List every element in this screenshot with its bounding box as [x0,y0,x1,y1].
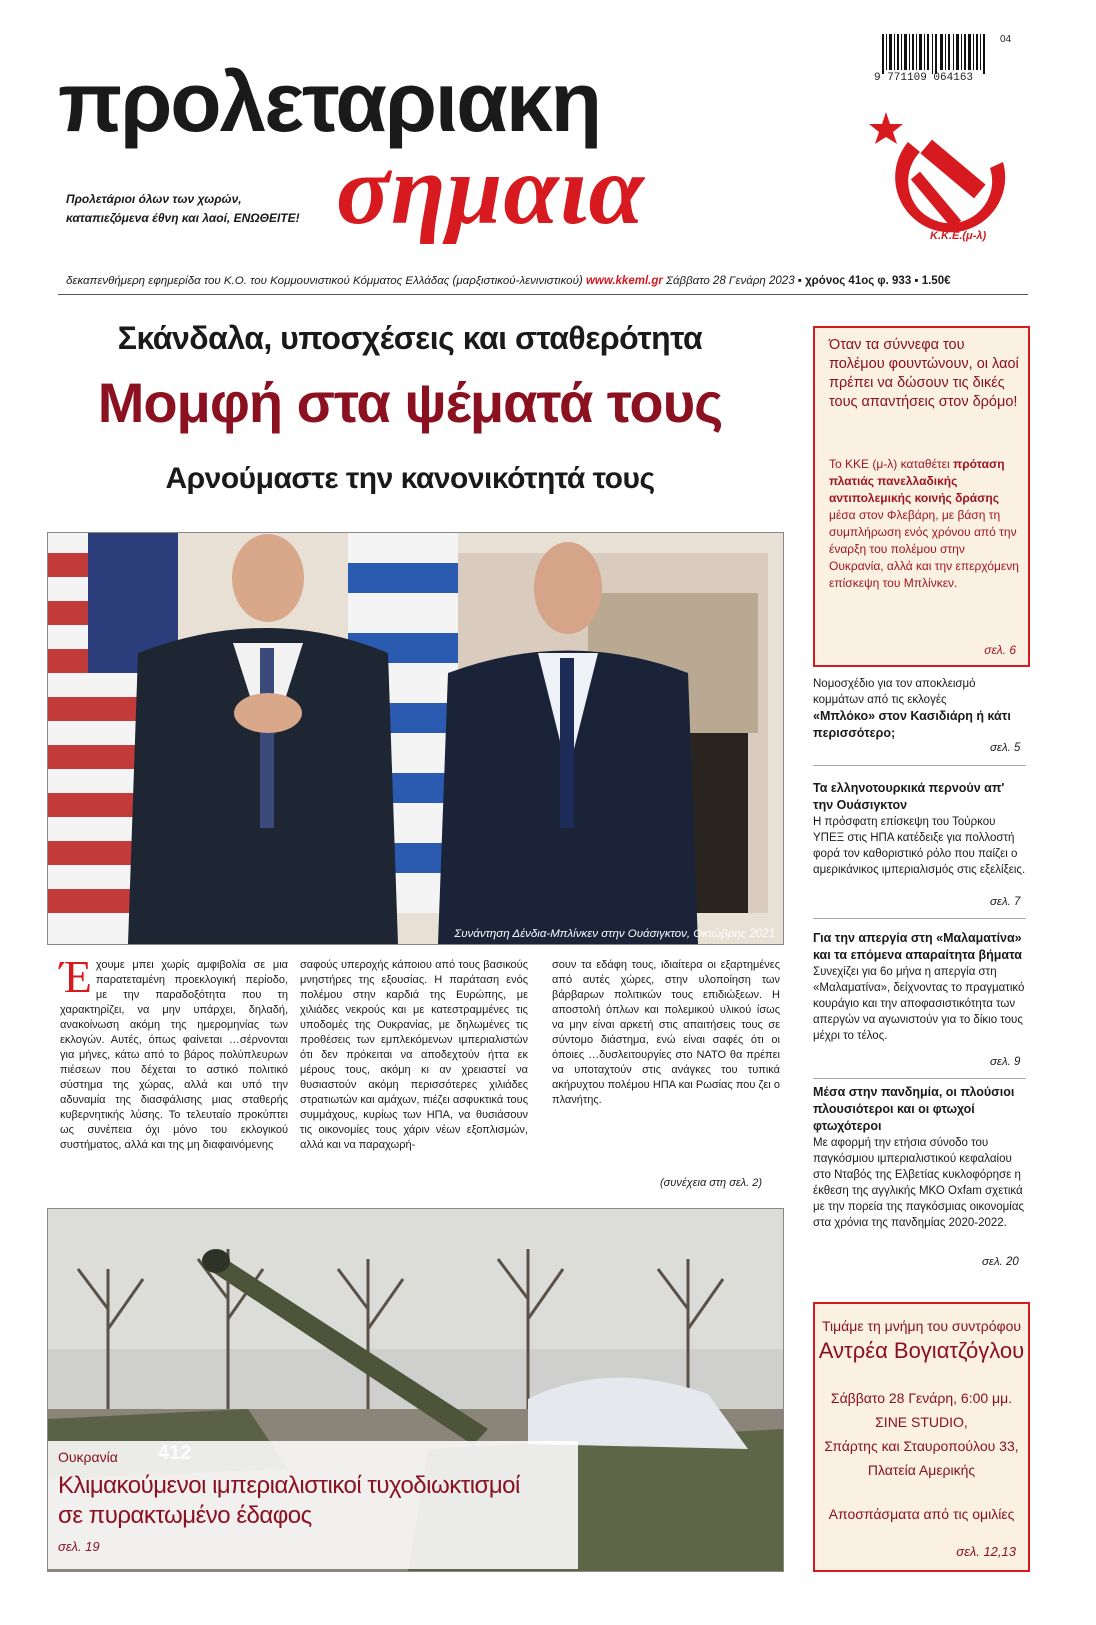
feature2-page: σελ. 19 [58,1539,100,1554]
sidebar-item-3[interactable] [813,930,1026,1044]
feature2-title-line-1: Κλιμακούμενοι ιμπεριαλιστικοί τυχοδιωκτισμοί [58,1472,520,1499]
sidebar-item-2-page: σελ. 7 [990,896,1021,908]
lead-subhead: Αρνούμαστε την κανονικότητά τους [165,462,655,495]
feature2-title[interactable] [58,1471,578,1531]
feature2-overlay [48,1441,578,1569]
lead-continued-link[interactable]: (συνέχεια στη σελ. 2) [660,1177,762,1189]
sidebar-item-4-page: σελ. 20 [982,1256,1019,1268]
sidebar-divider [813,1078,1026,1079]
emblem-label: Κ.Κ.Ε.(μ-λ) [930,230,987,242]
lead-photo-caption: Συνάντηση Δένδια-Μπλίνκεν στην Ουάσιγκτον, Οκτώβρης 2021 [454,928,775,940]
masthead-title-red: σημαια [336,134,645,245]
sidebar-divider [813,918,1026,919]
barcode-number: 9 771109 064163 [874,72,974,84]
website-link[interactable]: www.kkeml.gr [585,275,663,287]
motto-line-1: Προλετάριοι όλων των χωρών, [66,192,242,206]
feature2-label: Ουκρανία [58,1449,118,1465]
lead-body-col-3: σουν τα εδάφη τους, ιδιαίτερα οι εξαρτημένες από αυτές χώρες, στην υλοποίηση των βάρβαρων πολιτικών τους επιδιώξεων. Η αποστολή όπλων και πολεμικού υλικού ίσως να μην είναι αρκετή στις απαιτήσεις τους σε σύντομο διάστημα, ενώ είναι σαφές ότι οι όποιες …δυσλειτουργίες στο ΝΑΤΟ θα πρέπει να υποταχτούν στις ανάγκες του τυπικά ακήρυχτου πολέμου ΗΠΑ και Ρωσίας που ζει ο πλανήτης. [552,959,780,1106]
dateline-date: Σάββατο 28 Γενάρη 2023 [666,275,795,287]
memorial-when: Σάββατο 28 Γενάρη, 6:00 μμ. [830,1390,1013,1406]
motto-line-2: καταπιεζόμενα έθνη και λαοί, ΕΝΩΘΕΙΤΕ! [66,211,300,225]
box1-text-bold: πρόταση πλατιάς πανελλαδικής αντιπολεμικής κοινής δράσης [829,457,1005,505]
issue-code: 04 [1000,34,1012,45]
sidebar-item-2-text: Η πρόσφατη επίσκεψη του Τούρκου ΥΠΕΞ στις ΗΠΑ κατέδειξε για πολλοστή φορά τον καθοριστικό ρόλο που παίζει ο αμερικάνικος ιμπεριαλισμός στις εξελίξεις. [813,816,1026,876]
memorial-page: σελ. 12,13 [956,1544,1016,1559]
memorial-intro: Τιμάμε τη μνήμη του συντρόφου [821,1318,1022,1334]
lead-dropcap: Έ [60,951,92,1002]
sidebar-item-2-title: Τα ελληνοτουρκικά περνούν απ' την Ουάσιγκτον [813,781,1005,812]
masthead-divider [58,294,1028,295]
sidebar-item-1-page: σελ. 5 [990,742,1021,754]
sidebar-item-4[interactable] [813,1084,1026,1231]
masthead-motto [66,190,336,228]
dateline-price: 1.50€ [921,275,951,287]
feature2-title-line-2: σε πυρακτωμένο έδαφος [58,1502,312,1529]
lead-kicker: Σκάνδαλα, υποσχέσεις και σταθερότητα [117,320,703,356]
box1-page: σελ. 6 [984,643,1016,657]
box1-text-post: μέσα στον Φλεβάρη, με βάση τη συμπλήρωση ενός χρόνου από την έναρξη του πολέμου στην Ουκρανία, αλλά και την επερχόμενη επίσκεψη του Μπλίνκεν. [829,508,1019,590]
lead-photo-image [48,533,783,944]
sidebar-box-memorial[interactable] [813,1302,1030,1572]
feature2-photo[interactable] [47,1208,784,1572]
dateline: δεκαπενθήμερη εφημερίδα του Κ.Ο. του Κομμουνιστικού Κόμματος Ελλάδας (μαρξιστικού-λενινιστικού) www.kkeml.gr Σάββατο 28 Γενάρη 2023 ▪ χρόνος 41ος φ. 933 ▪ 1.50€ [66,275,951,287]
memorial-name: Αντρέα Βογιατζόγλου [818,1338,1025,1363]
memorial-address: Σπάρτης και Σταυροπούλου 33, [824,1438,1019,1454]
sidebar-item-4-text: Με αφορμή την ετήσια σύνοδο του παγκόσμιου ιμπεριαλιστικού κεφαλαίου στο Νταβός της Ελβετίας κυκλοφόρησε η έκθεση της αγγλικής ΜΚΟ Oxfam σχετικά με την πορεία της παγκόσμιας οικονομίας στα χρόνια της πανδημίας 2020-2022. [813,1137,1025,1229]
masthead-title-top: προλεταριακη [58,55,601,149]
barcode-icon [882,34,986,74]
sidebar-item-4-title: Μέσα στην πανδημία, οι πλούσιοι πλουσιότεροι και οι φτωχοί φτωχότεροι [813,1085,1015,1133]
lead-body-col-2: σαφούς υπεροχής κάποιου από τους βασικούς μνηστήρες της εξουσίας. Η παράταση ενός πολέμου στην καρδιά της Ευρώπης, με χιλιάδες νεκρούς και με κατεστραμμένες τις υποδομές της Ουκρανίας, με δηλωμένες τις προθέσεις των εμπλεκόμενων ιμπεριαλιστών ότι δεν πρόκειται να αποδεχτούν ήττα εκ μέρους τους, ακόμη κι αν χρειαστεί να θυσιαστούν ακόμη περισσότερες χιλιάδες στρατιωτών και αμάχων, πιέζει ασφυκτικά τους συμμάχους, κυρίως των ΗΠΑ, να θυσιάσουν τις οικονομίες τους χάριν νέων εξοπλισμών, αλλά και να παραχωρή- [300,959,528,1151]
sidebar-item-3-text: Συνεχίζει για 6ο μήνα η απεργία στη «Μαλαματίνα», δείχνοντας το πραγματικό κουράγιο και την αποφασιστικότητα των απεργών να αγωνιστούν για το δίκιο τους μέχρι το τέλος. [813,966,1025,1042]
sidebar-item-1-title: «Μπλόκο» στον Κασιδιάρη ή κάτι περισσότερο; [813,709,1011,740]
lead-photo[interactable] [47,532,784,945]
sidebar-item-1[interactable] [813,676,1026,742]
dateline-description: δεκαπενθήμερη εφημερίδα του Κ.Ο. του Κομμουνιστικού Κόμματος Ελλάδας (μαρξιστικού-λενινιστικού) [66,275,583,287]
memorial-area: Πλατεία Αμερικής [867,1462,976,1478]
sidebar-item-1-intro: Νομοσχέδιο για τον αποκλεισμό κομμάτων από τις εκλογές [813,678,976,706]
box1-text [829,456,1019,592]
dateline-issue: φ. 933 [877,275,912,287]
sidebar-box-antiwar[interactable] [813,326,1030,667]
memorial-note: Αποσπάσματα από τις ομιλίες [828,1506,1015,1522]
sidebar-divider [813,765,1026,766]
box1-text-pre: Το ΚΚΕ (μ-λ) καταθέτει [829,457,950,471]
sidebar-item-2[interactable] [813,780,1026,878]
lead-headline[interactable]: Μομφή στα ψέματά τους [97,371,723,434]
sidebar-item-3-page: σελ. 9 [990,1056,1021,1068]
sidebar-item-3-title: Για την απεργία στη «Μαλαματίνα» και τα επόμενα απαραίτητα βήματα [813,931,1022,962]
dateline-year: χρόνος 41ος [805,275,875,287]
box1-headline: Όταν τα σύννεφα του πολέμου φουντώνουν, οι λαοί πρέπει να δώσουν τις δικές τους απαντήσεις στον δρόμο! [829,337,1019,410]
lead-body-col-1 [60,951,288,1153]
lead-body-col-1-text: χουμε μπει χωρίς αμφιβολία σε μια παρατεταμένη προεκλογική περίοδο, με την παραδοξότητα που τη χαρακτηρίζει, να μην υπάρχει, δηλαδή, ανακοίνωση ακόμη της ημερομηνίας των εκλογών. Αυτές, όπως φαίνεται …σέρνονται για μήνες, κάτω από το βάρος πολύπλευρων πιέσεων που δέχεται το αστικό πολιτικό σύστημα της χώρας, αλλά και υπό την αδυναμία της διασφάλισης μιας σταθερής κυβερνητικής λύσης. Το τελευταίο προκύπτει ως συνέπεια όχι μόνο του εκλογικού συστήματος, αλλά και της μη διαφαινόμενης [60,959,288,1151]
memorial-venue: ΣΙΝΕ STUDIO, [875,1414,968,1430]
